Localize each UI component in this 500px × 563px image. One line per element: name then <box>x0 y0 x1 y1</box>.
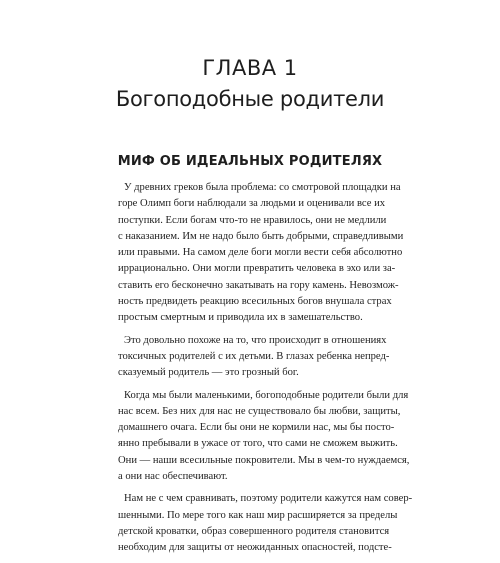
paragraph <box>118 491 413 556</box>
text-line: горе Олимп боги наблюдали за людьми и оценивали все их <box>118 198 386 210</box>
chapter-title: Богоподобные родители <box>115 87 385 111</box>
text-line: необходим для защиты от неожиданных опасностей, подсте- <box>118 542 392 554</box>
text-line: токсичных родителей с их детьми. В глазах ребенка непред- <box>118 350 390 362</box>
text-line: детской кроватки, образ совершенного родителя становится <box>118 525 390 537</box>
text-line: простым смертным и приводила их в замешательство. <box>118 312 363 324</box>
chapter-label: ГЛАВА 1 <box>202 56 298 80</box>
paragraph <box>118 333 390 382</box>
text-line: У древних греков была проблема: со смотровой площадки на <box>124 182 401 193</box>
section-title: МИФ ОБ ИДЕАЛЬНЫХ РОДИТЕЛЯХ <box>117 154 383 169</box>
text-line: ставить его бесконечно закатывать на гору камень. Невозмож- <box>118 279 399 291</box>
text-line: янно пребывали в ужасе от того, что сами не сможем выжить. <box>118 438 398 450</box>
text-line: ность предвидеть реакцию всесильных богов внушала страх <box>118 296 392 308</box>
text-line: Нам не с чем сравнивать, поэтому родители кажутся нам совер- <box>124 493 413 505</box>
text-line: сказуемый родитель — это грозный бог. <box>118 367 299 379</box>
text-line: шенными. По мере того как наш мир расширяется за пределы <box>118 509 398 521</box>
text-line: поступки. Если богам что-то не нравилось, они не медлили <box>118 214 387 226</box>
text-line: а они нас обеспечивают. <box>118 471 228 483</box>
paragraph <box>118 388 410 486</box>
text-line: домашнего очага. Если бы они не кормили нас, мы бы посто- <box>118 422 395 434</box>
paragraph <box>118 180 404 327</box>
text-line: Они — наши всесильные покровители. Мы в чем-то нуждаемся, <box>118 454 410 466</box>
text-line: иррационально. Они могли превратить человека в эхо или за- <box>118 263 396 275</box>
text-line: или правыми. На самом деле боги могли вести себя абсолютно <box>118 247 403 259</box>
text-line: Это довольно похоже на то, что происходит в отношениях <box>124 334 387 346</box>
text-line: Когда мы были маленькими, богоподобные родители были для <box>124 389 409 401</box>
text-line: с наказанием. Им не надо было быть добрыми, справедливыми <box>118 230 404 242</box>
body-text <box>118 180 413 563</box>
text-line: нас всем. Без них для нас не существовало бы любви, защиты, <box>118 405 401 417</box>
